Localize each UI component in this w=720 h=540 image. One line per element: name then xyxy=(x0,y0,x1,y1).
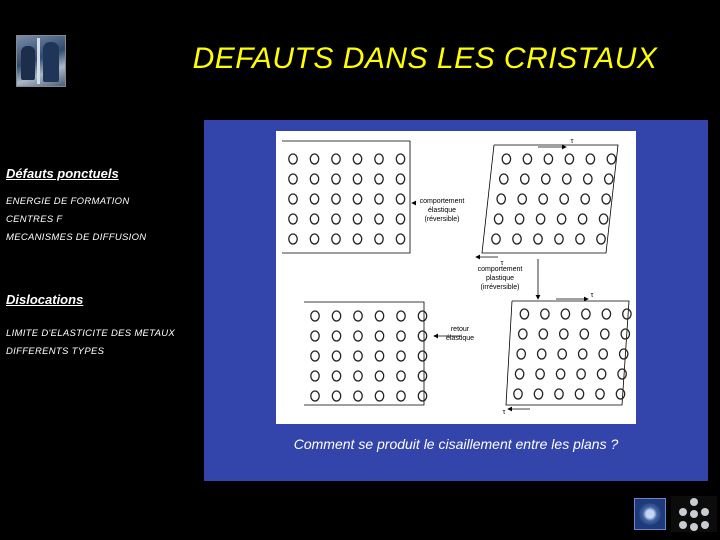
label-plastic-2: plastique xyxy=(485,275,515,282)
atom-circle xyxy=(375,194,383,204)
atom-circle xyxy=(375,154,383,164)
atom-circle xyxy=(519,329,527,339)
atom-circle xyxy=(494,214,502,224)
atom-circle xyxy=(311,391,319,401)
atom-circle xyxy=(418,371,426,381)
atom-circle xyxy=(580,329,588,339)
atom-circle xyxy=(577,369,585,379)
atom-circle xyxy=(542,174,550,184)
label-plastic-1: comportement xyxy=(477,266,523,273)
atom-circle xyxy=(354,331,362,341)
atom-circle xyxy=(332,174,340,184)
label-return-2: élastique xyxy=(445,335,475,342)
atom-circle xyxy=(618,369,626,379)
atom-circle xyxy=(375,351,383,361)
atom-circle xyxy=(555,389,563,399)
atom-circle xyxy=(557,214,565,224)
atom-circle xyxy=(375,391,383,401)
tau-label-3: τ xyxy=(590,292,594,299)
atom-circle xyxy=(502,154,510,164)
atom-circle xyxy=(596,389,604,399)
atom-circle xyxy=(523,154,531,164)
atom-circle xyxy=(576,234,584,244)
atom-circle xyxy=(544,154,552,164)
atom-circle xyxy=(555,234,563,244)
atom-circle xyxy=(515,214,523,224)
atom-circle xyxy=(332,331,340,341)
atom-circle xyxy=(289,174,297,184)
atom-circle xyxy=(310,214,318,224)
atom-circle xyxy=(375,174,383,184)
atom-circle xyxy=(289,194,297,204)
atom-circle xyxy=(584,174,592,184)
atom-circle xyxy=(375,371,383,381)
atom-circle xyxy=(538,349,546,359)
atom-circle xyxy=(396,174,404,184)
atom-circle xyxy=(514,389,522,399)
atom-circle xyxy=(311,371,319,381)
atom-circle xyxy=(396,154,404,164)
atom-circle xyxy=(607,154,615,164)
outline-section-point-defects: Défauts ponctuels xyxy=(6,166,119,181)
label-elastic-1: comportement xyxy=(419,198,465,205)
atom-circle xyxy=(616,389,624,399)
atom-circle xyxy=(534,389,542,399)
atom-circle xyxy=(310,174,318,184)
atom-circle xyxy=(397,311,405,321)
atom-circle xyxy=(396,234,404,244)
atom-circle xyxy=(332,311,340,321)
outline-item-f-centers: CENTRES F xyxy=(6,214,63,225)
atom-circle xyxy=(354,351,362,361)
atom-circle xyxy=(396,214,404,224)
tau-label-4: τ xyxy=(502,409,506,416)
atom-circle xyxy=(397,331,405,341)
tau-label-2: τ xyxy=(500,260,504,267)
atom-circle xyxy=(418,311,426,321)
atom-circle xyxy=(354,391,362,401)
atom-circle xyxy=(586,154,594,164)
atom-circle xyxy=(521,174,529,184)
atom-circle xyxy=(354,311,362,321)
atom-circle xyxy=(602,194,610,204)
atom-circle xyxy=(578,214,586,224)
atom-circle xyxy=(353,174,361,184)
label-return-1: retour xyxy=(450,326,470,333)
atom-circle xyxy=(289,154,297,164)
outline-section-dislocations: Dislocations xyxy=(6,292,84,307)
atom-circle xyxy=(310,194,318,204)
atom-circle xyxy=(536,369,544,379)
shear-diagram xyxy=(276,131,636,424)
atom-circle xyxy=(397,351,405,361)
atom-circle xyxy=(397,371,405,381)
atom-circle xyxy=(332,391,340,401)
atom-circle xyxy=(515,369,523,379)
atom-circle xyxy=(597,234,605,244)
atom-circle xyxy=(497,194,505,204)
atom-circle xyxy=(397,391,405,401)
atom-circle xyxy=(375,214,383,224)
presenter-photo-logo xyxy=(16,35,66,87)
atom-circle xyxy=(311,351,319,361)
globe-logo xyxy=(634,498,666,530)
atom-circle xyxy=(375,234,383,244)
atom-circle xyxy=(579,349,587,359)
atom-circle xyxy=(582,309,590,319)
atom-circle xyxy=(534,234,542,244)
atom-circle xyxy=(418,331,426,341)
atom-circle xyxy=(541,309,549,319)
atom-circle xyxy=(621,329,629,339)
atom-circle xyxy=(332,371,340,381)
atom-circle xyxy=(353,154,361,164)
atom-circle xyxy=(492,234,500,244)
atom-circle xyxy=(539,329,547,339)
atom-circle xyxy=(597,369,605,379)
outline-item-types: DIFFERENTS TYPES xyxy=(6,346,105,357)
atomium-logo xyxy=(671,496,717,532)
atom-circle xyxy=(518,194,526,204)
atom-circle xyxy=(375,311,383,321)
atom-circle xyxy=(602,309,610,319)
atom-circle xyxy=(311,331,319,341)
atom-circle xyxy=(563,174,571,184)
label-elastic-3: (réversible) xyxy=(424,216,460,223)
atom-circle xyxy=(332,214,340,224)
atom-circle xyxy=(513,234,521,244)
atom-circle xyxy=(556,369,564,379)
outline-item-formation-energy: ENERGIE DE FORMATION xyxy=(6,196,130,207)
atom-circle xyxy=(539,194,547,204)
atom-circle xyxy=(332,194,340,204)
atom-circle xyxy=(354,371,362,381)
atom-circle xyxy=(560,329,568,339)
atom-circle xyxy=(500,174,508,184)
atom-circle xyxy=(560,194,568,204)
atom-circle xyxy=(375,331,383,341)
atom-circle xyxy=(520,309,528,319)
atom-circle xyxy=(605,174,613,184)
atom-circle xyxy=(310,154,318,164)
label-elastic-2: élastique xyxy=(427,207,457,214)
atom-circle xyxy=(289,234,297,244)
atom-circle xyxy=(536,214,544,224)
atom-circle xyxy=(396,194,404,204)
atom-circle xyxy=(575,389,583,399)
atom-circle xyxy=(418,391,426,401)
atom-circle xyxy=(517,349,525,359)
atom-circle xyxy=(332,154,340,164)
atom-circle xyxy=(558,349,566,359)
atom-circle xyxy=(332,351,340,361)
outline-item-diffusion: MECANISMES DE DIFFUSION xyxy=(6,232,147,243)
atom-circle xyxy=(623,309,631,319)
atom-circle xyxy=(353,194,361,204)
tau-label-1: τ xyxy=(570,138,574,145)
atom-circle xyxy=(599,214,607,224)
atom-circle xyxy=(561,309,569,319)
atom-circle xyxy=(581,194,589,204)
atom-circle xyxy=(310,234,318,244)
atom-circle xyxy=(332,234,340,244)
atom-circle xyxy=(620,349,628,359)
outline-item-elastic-limit: LIMITE D'ELASTICITE DES METAUX xyxy=(6,328,175,339)
slide-title: DEFAUTS DANS LES CRISTAUX xyxy=(192,42,658,75)
atom-circle xyxy=(311,311,319,321)
atom-circle xyxy=(599,349,607,359)
figure-caption: Comment se produit le cisaillement entre les plans ? xyxy=(293,436,619,452)
atom-circle xyxy=(353,214,361,224)
atom-circle xyxy=(565,154,573,164)
atom-circle xyxy=(353,234,361,244)
atom-circle xyxy=(418,351,426,361)
atom-circle xyxy=(289,214,297,224)
atom-circle xyxy=(601,329,609,339)
label-plastic-3: (irréversible) xyxy=(480,284,520,291)
